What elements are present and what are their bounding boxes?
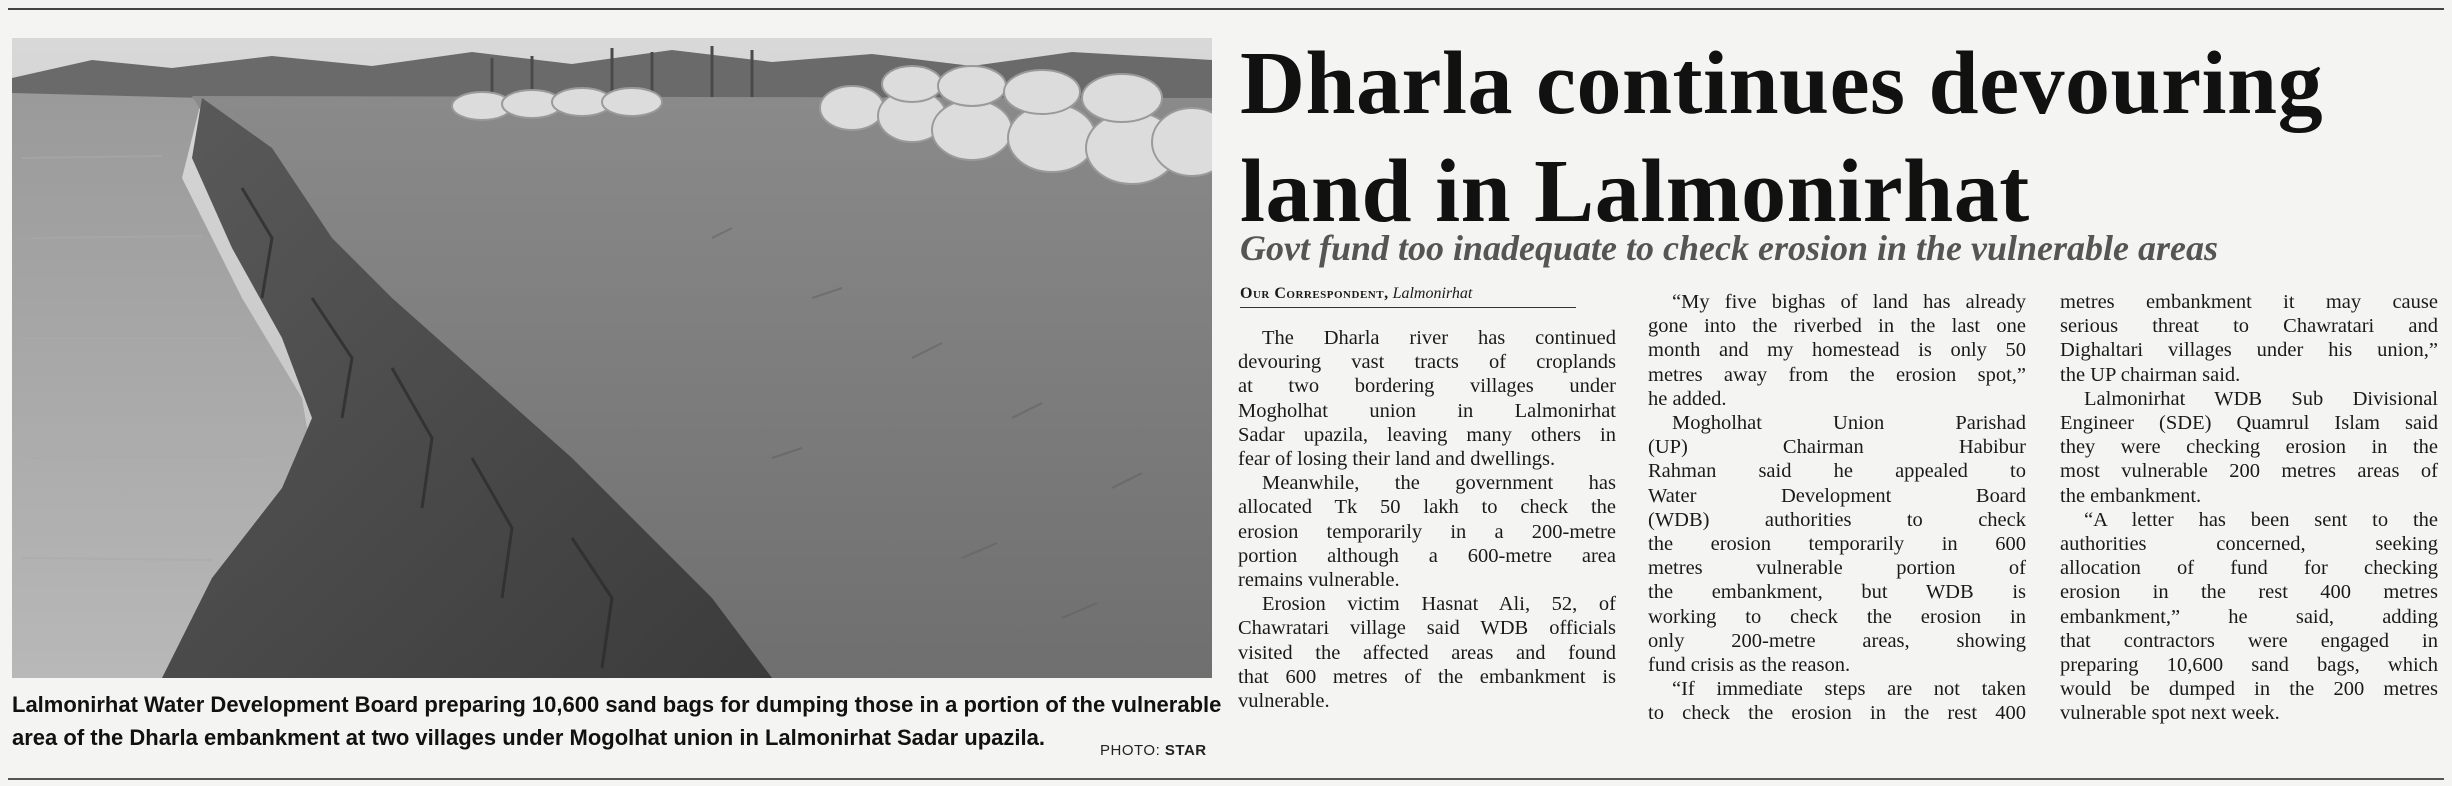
photo-credit: [1100, 742, 1207, 759]
body-line: vulnerable.: [1238, 690, 1330, 713]
body-line: metres vulnerable portion of: [1648, 557, 2026, 580]
body-line: metres away from the erosion spot,”: [1648, 363, 2026, 386]
body-line: would be dumped in the 200 metres: [2060, 678, 2438, 701]
body-line: “My five bighas of land has already: [1672, 291, 2026, 313]
body-line: Dighaltari villages under his union,”: [2060, 339, 2438, 362]
body-line: “If immediate steps are not taken: [1672, 678, 2026, 701]
body-line: (UP) Chairman Habibur: [1648, 436, 2026, 459]
article-column-1: [1238, 326, 1616, 713]
body-line: the UP chairman said.: [2060, 363, 2241, 386]
photo-credit-prefix: PHOTO:: [1100, 742, 1161, 759]
byline: [1240, 284, 1576, 308]
riverbank-erosion-photo: [12, 38, 1212, 678]
body-line: devouring vast tracts of croplands: [1238, 351, 1616, 374]
body-line: Rahman said he appealed to: [1648, 460, 2026, 483]
body-line: month and my homestead is only 50: [1648, 339, 2026, 362]
body-line: the embankment, but WDB is: [1648, 581, 2026, 604]
body-line: visited the affected areas and found: [1238, 641, 1616, 664]
article-column-2: [1648, 290, 2026, 726]
photo-credit-source: STAR: [1164, 742, 1207, 759]
article-column-3: [2060, 290, 2438, 726]
body-line: preparing 10,600 sand bags, which: [2060, 654, 2438, 677]
body-line: fund crisis as the reason.: [1648, 654, 1851, 677]
body-line: embankment,” he said, adding: [2060, 605, 2438, 628]
byline-author: Our Correspondent,: [1240, 285, 1389, 302]
body-line: authorities concerned, seeking: [2060, 533, 2438, 556]
body-line: “A letter has been sent to the: [2084, 508, 2438, 531]
body-line: The Dharla river has continued: [1262, 327, 1616, 349]
body-line: allocated Tk 50 lakh to check the: [1238, 496, 1616, 519]
body-line: metres embankment it may cause: [2060, 291, 2438, 313]
body-line: that contractors were engaged in: [2060, 629, 2438, 652]
top-rule: [8, 8, 2444, 10]
body-line: Water Development Board: [1648, 484, 2026, 507]
body-line: gone into the riverbed in the last one: [1648, 315, 2026, 338]
body-line: fear of losing their land and dwellings.: [1238, 448, 1556, 471]
body-line: Sadar upazila, leaving many others in: [1238, 423, 1616, 446]
body-line: only 200-metre areas, showing: [1648, 629, 2026, 652]
body-line: Lalmonirhat WDB Sub Divisional: [2084, 387, 2438, 410]
body-line: portion although a 600-metre area: [1238, 544, 1616, 567]
body-line: erosion in the rest 400 metres: [2060, 581, 2438, 604]
body-line: Chawratari village said WDB officials: [1238, 617, 1616, 640]
body-line: serious threat to Chawratari and: [2060, 315, 2438, 338]
news-photo: [12, 38, 1212, 678]
body-line: to check the erosion in the rest 400: [1648, 702, 2026, 725]
body-line: Meanwhile, the government has: [1262, 472, 1616, 495]
headline-line: land in Lalmonirhat: [1240, 142, 2030, 241]
body-line: remains vulnerable.: [1238, 569, 1400, 592]
body-line: that 600 metres of the embankment is: [1238, 665, 1616, 688]
headline-line: Dharla continues devouring: [1240, 34, 2324, 133]
headline: [1240, 30, 2445, 246]
subheadline: Govt fund too inadequate to check erosion in the vulnerable areas: [1240, 228, 2219, 268]
body-line: he added.: [1648, 387, 1727, 410]
body-line: working to check the erosion in: [1648, 605, 2026, 628]
body-line: vulnerable spot next week.: [2060, 702, 2280, 725]
body-line: they were checking erosion in the: [2060, 436, 2438, 459]
body-line: Mogholhat Union Parishad: [1672, 412, 2026, 435]
body-line: at two bordering villages under: [1238, 375, 1616, 398]
byline-location: Lalmonirhat: [1392, 285, 1473, 302]
body-line: Engineer (SDE) Quamrul Islam said: [2060, 412, 2438, 435]
body-line: allocation of fund for checking: [2060, 557, 2438, 580]
bottom-rule: [8, 778, 2444, 780]
photo-caption: [12, 688, 1222, 754]
body-line: (WDB) authorities to check: [1648, 508, 2026, 531]
body-line: erosion temporarily in a 200-metre: [1238, 520, 1616, 543]
body-line: most vulnerable 200 metres areas of: [2060, 460, 2438, 483]
body-line: the embankment.: [2060, 484, 2202, 507]
body-line: the erosion temporarily in 600: [1648, 533, 2026, 556]
body-line: Mogholhat union in Lalmonirhat: [1238, 399, 1616, 422]
body-line: Erosion victim Hasnat Ali, 52, of: [1262, 593, 1616, 616]
caption-line: Lalmonirhat Water Development Board preparing 10,600 sand bags for dumping those in a portion of the vulnerable: [12, 692, 1222, 717]
caption-line: area of the Dharla embankment at two villages under Mogolhat union in Lalmonirhat Sadar upazila.: [12, 725, 1045, 750]
